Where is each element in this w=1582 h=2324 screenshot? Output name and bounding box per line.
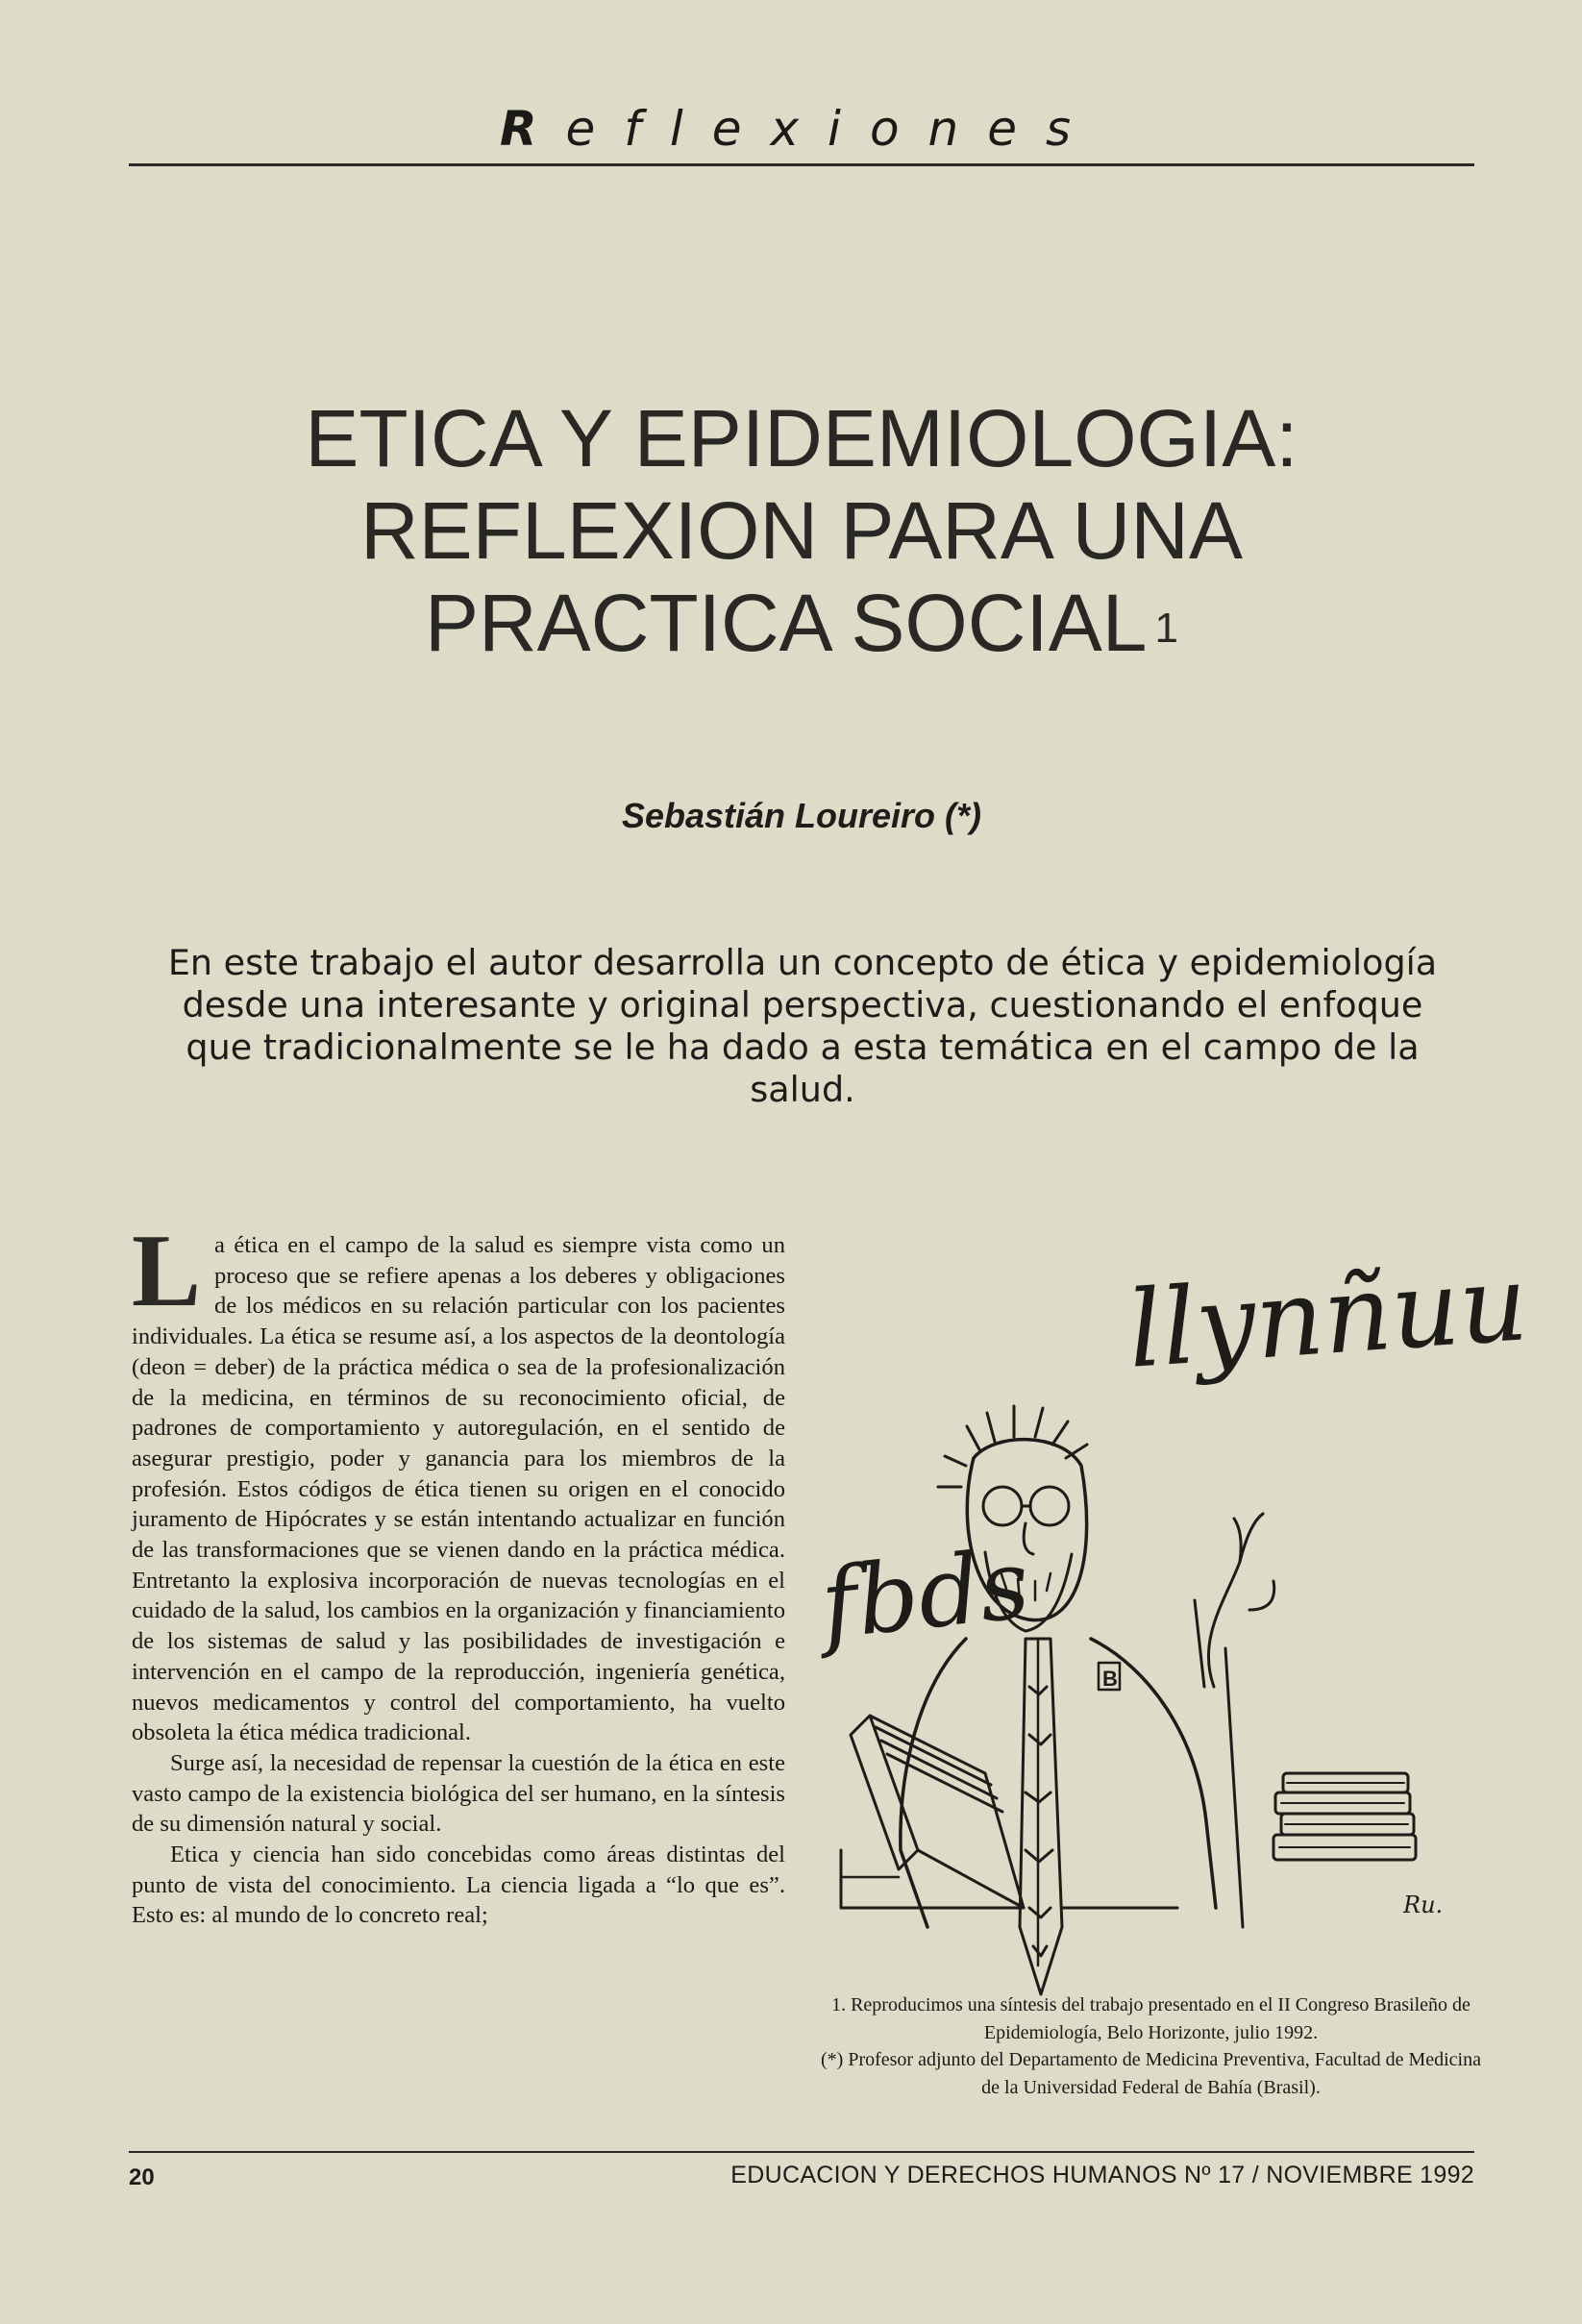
body-paragraph-1 <box>132 1214 785 1748</box>
drop-cap: L <box>132 1214 202 1328</box>
title-footnote-mark: 1 <box>1154 605 1178 652</box>
title-line-1: ETICA Y EPIDEMIOLOGIA: <box>305 393 1298 483</box>
footer-rule <box>129 2151 1474 2153</box>
artist-signature: Ru. <box>1403 1891 1444 1918</box>
hair-strokes <box>938 1406 1087 1487</box>
body-paragraph-3: Etica y ciencia han sido concebidas como áreas distintas del punto de vista del conocimiento. La ciencia ligada a “lo que es”. Esto es: al mundo de lo concreto real; <box>132 1842 785 1929</box>
section-header <box>129 101 1471 161</box>
article-title <box>129 392 1474 669</box>
footnote-1: 1. Reproducimos una síntesis del trabajo presentado en el II Congreso Brasileño de Epidemiología, Belo Horizonte, julio 1992. <box>831 1994 1471 2043</box>
nose <box>1024 1523 1033 1554</box>
glasses-left <box>983 1487 1022 1525</box>
raised-hand <box>1195 1514 1274 1687</box>
body-paragraph-2: Surge así, la necesidad de repensar la cuestión de la ética en este vasto campo de la existencia biológica del ser humano, en la síntesis de su dimensión natural y social. <box>132 1749 785 1838</box>
header-rule <box>129 163 1474 166</box>
journal-info: EDUCACION Y DERECHOS HUMANOS Nº 17 / NOVIEMBRE 1992 <box>730 2162 1474 2188</box>
title-line-3: PRACTICA SOCIAL <box>424 578 1148 668</box>
article-body <box>132 1214 785 1931</box>
title-line-2: REFLEXION PARA UNA <box>359 485 1243 576</box>
section-header-rest: eflexiones <box>565 101 1100 157</box>
article-abstract: En este trabajo el autor desarrolla un concepto de ética y epidemiología desde una interesante y original perspectiva, cuestionando el enfoque que tradicionalmente se le ha dado a esta temática en el campo de la salud. <box>167 942 1438 1110</box>
section-header-initial: R <box>499 101 566 157</box>
book-stack <box>1273 1773 1416 1860</box>
footnotes <box>812 1991 1490 2101</box>
pointer-stick <box>1225 1648 1243 1927</box>
body-paragraph-1-text: a ética en el campo de la salud es siempre vista como un proceso que se refiere apenas a los deberes y obligaciones de los médicos en su relación particular con los pacientes individuales. La ética se resume así, a los aspectos de la deontología (deon = deber) de la práctica médica o sea de la profesionalización de la medicina, en términos de su reconocimiento oficial, de padrones de comportamiento y autoregulación, en el sentido de asegurar prestigio, poder y ganancia para los miembros de la profesión. Estos códigos de ética tienen su origen en el conocido juramento de Hipócrates y se están intentando actualizar en función de las transformaciones que se vienen dando en la práctica médica. Entretanto la explosiva incorporación de nuevas tecnologías en el cuidado de la salud, los cambios en la organización y financiamiento de los sistemas de salud y las posibilidades de investigación e intervención en el campo de la reproducción, ingeniería genética, nuevos medicamentos y control del comportamiento, ha vuelto obsoleta la ética médica tradicional. <box>132 1232 785 1746</box>
glasses-right <box>1030 1487 1069 1525</box>
scribble-left: fbds <box>815 1527 1035 1662</box>
cartoon-illustration <box>812 1235 1532 2009</box>
open-book <box>851 1716 1024 1908</box>
footnote-2: (*) Profesor adjunto del Departamento de Medicina Preventiva, Facultad de Medicina de la Universidad Federal de Bahía (Brasil). <box>821 2049 1481 2098</box>
scribble-top: llynñuu <box>1124 1241 1532 1392</box>
author-byline: Sebastián Loureiro (*) <box>621 796 982 835</box>
name-tag-letter: B <box>1102 1667 1118 1691</box>
page-number: 20 <box>129 2164 155 2190</box>
